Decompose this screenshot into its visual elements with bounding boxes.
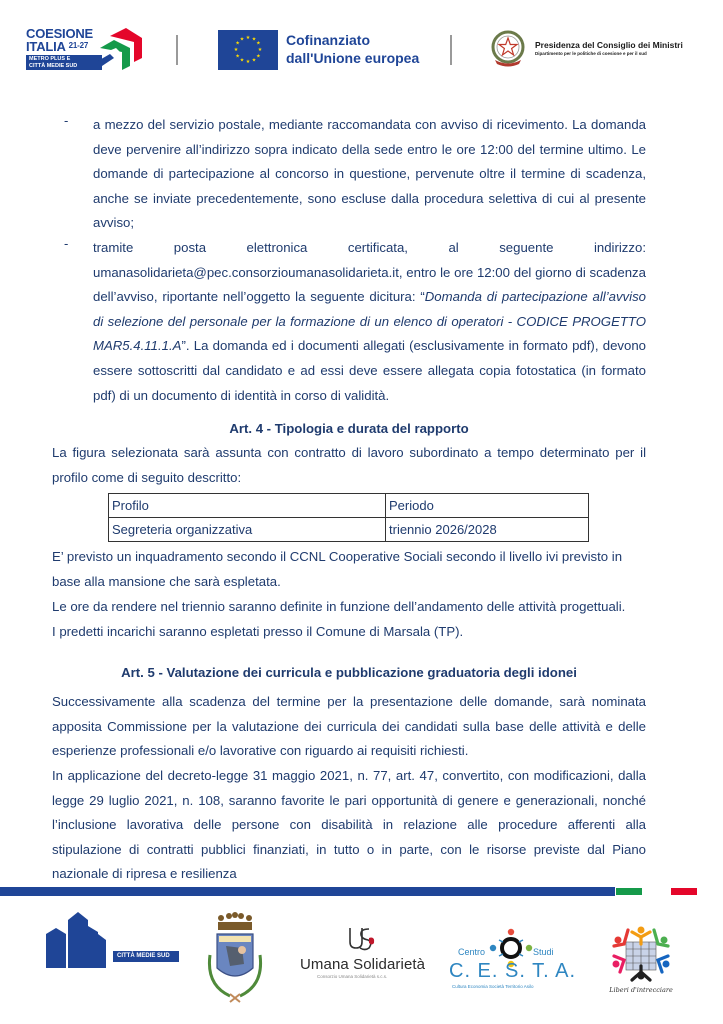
bullet-marker: -	[64, 236, 69, 251]
table-header-cell: Periodo	[386, 494, 589, 518]
svg-text:★: ★	[233, 47, 239, 53]
eu-text-line1: Cofinanziato	[286, 32, 370, 48]
bullet-pec-text-before: umanasolidarieta@pec.consorzioumanasolidarieta.it, entro le ore 12:00 del giorno di scadenza dell’avviso, riportante nell’oggetto la seguente dicitura: “	[93, 264, 646, 305]
art5-heading: Art. 5 - Valutazione dei curricula e pubblicazione graduatoria degli idonei	[121, 665, 577, 680]
coesione-logo-line2	[26, 40, 88, 53]
eu-stars-icon	[218, 30, 278, 70]
eu-cofinanced-text	[286, 31, 419, 67]
art4-ccnl-paragraph: E’ previsto un inquadramento secondo il CCNL Cooperative Sociali secondo il livello ivi previsto in base alla mansione che sarà espletata.	[52, 549, 623, 589]
bullet-pec-subject: Domanda di partecipazione all’avviso di selezione del personale per la formazione di un elenco di operatori - CODICE PROGETTO MAR5.4.11.1.A	[93, 289, 647, 354]
italian-republic-emblem-icon	[489, 29, 527, 69]
cesta-subtitle: Cultura Economia Società Territorio Asilo	[452, 984, 534, 989]
profile-table	[108, 493, 589, 542]
bullet-pec-text-after: ”. La domanda ed i documenti allegati (esclusivamente in formato pdf), devono essere sottoscritti dal candidato e ad essi deve essere allegata copia fotostatica (in formato pdf) di un documento di identità in corso di validità.	[93, 338, 646, 403]
coesione-logo-band	[26, 55, 102, 70]
svg-text:★: ★	[239, 36, 245, 43]
svg-text:★: ★	[235, 40, 240, 47]
svg-text:★: ★	[251, 57, 257, 64]
cesta-centro-label: Centro	[458, 947, 486, 957]
coesione-logo-years: 21-27	[68, 41, 89, 50]
bullet-postal-mail: a mezzo del servizio postale, mediante raccomandata con avviso di ricevimento. La domanda deve pervenire all’indirizzo sopra indicato della sede entro le ore 12:00 del termine ultimo. Le domande di partecipazione al concorso in questione, pervenute oltre il termine di scadenza, anche se inviate precedentemente, sono escluse dalla procedura selettiva di cui al presente avviso;	[93, 117, 646, 231]
svg-text:★: ★	[235, 53, 240, 60]
art4-location-paragraph: I predetti incarichi saranno espletati presso il Comune di Marsala (TP).	[52, 624, 464, 639]
umana-solidarieta-title: Umana Solidarietà	[300, 956, 426, 973]
liberi-caption: Liberi d'intrecciare	[609, 986, 673, 994]
bullet-pec-body	[93, 261, 646, 409]
art5-law-paragraph: In applicazione del decreto-legge 31 maggio 2021, n. 77, art. 47, convertito, con modificazioni, dalla legge 29 luglio 2021, n. 108, saranno favorite le pari opportunità di genere e generazionali, nonché l’inclusione lavorativa delle persone con disabilità in relazione alle procedure afferenti alla stipulazione di contratti pubblici finanziati, in tutto o in parte, con le risorse previste dal Piano nazionale di ripresa e resilienza	[52, 768, 646, 882]
tricolor-arrow-icon	[96, 28, 144, 72]
people-circle-grid-icon	[606, 924, 676, 996]
marsala-coat-of-arms-icon	[200, 910, 270, 1015]
svg-text:★: ★	[239, 57, 245, 64]
coesione-band-line1: METRO PLUS E	[29, 56, 71, 62]
coesione-band-line2: CITTÀ MEDIE SUD	[29, 62, 78, 69]
footer-bar-red	[671, 888, 697, 895]
citta-medie-sud-label: CITTÀ MEDIE SUD	[113, 951, 179, 962]
svg-text:★: ★	[251, 36, 257, 43]
table-header-row	[109, 494, 589, 518]
art4-intro: La figura selezionata sarà assunta con contratto di lavoro subordinato a tempo determinato per il profilo come di seguito descritto:	[52, 445, 646, 485]
svg-text:★: ★	[245, 59, 251, 65]
coesione-italia-logo	[26, 28, 141, 74]
svg-text:★: ★	[256, 40, 261, 47]
header-divider	[450, 35, 452, 65]
bullet-pec	[93, 236, 646, 408]
coesione-logo-italia: ITALIA	[26, 39, 66, 54]
eu-text-line2: dall'Unione europea	[286, 50, 420, 66]
coesione-logo-line1: COESIONE	[26, 26, 94, 41]
table-cell: Segreteria organizzativa	[109, 518, 386, 542]
footer-bar-blue	[0, 887, 615, 896]
art5-commission-paragraph: Successivamente alla scadenza del termine per la presentazione delle domande, sarà nominata apposita Commissione per la valutazione dei curricula dei candidati sulla base delle attività e delle esperienze professionali e/o lavorative con riguardo ai requisiti richiesti.	[52, 694, 646, 759]
footer-bar-green	[616, 888, 642, 895]
art4-heading: Art. 4 - Tipologia e durata del rapporto	[229, 421, 469, 436]
art4-hours-paragraph: Le ore da rendere nel triennio saranno definite in funzione dell’andamento delle attività progettuali.	[52, 599, 626, 614]
table-row	[109, 518, 589, 542]
bullet-marker: -	[64, 113, 69, 128]
eu-flag-icon	[218, 30, 278, 70]
bullet-pec-first-line: tramite posta elettronica certificata, al seguente indirizzo:	[93, 240, 646, 255]
header-divider	[176, 35, 178, 65]
table-cell: triennio 2026/2028	[386, 518, 589, 542]
svg-text:★: ★	[245, 35, 251, 41]
us-monogram-icon	[347, 926, 377, 952]
umana-solidarieta-subtitle: Consorzio Umana Solidarietà s.c.s.	[317, 974, 388, 979]
cesta-name: C. E. S. T. A.	[449, 960, 577, 982]
table-header-cell: Profilo	[109, 494, 386, 518]
presidenza-title: Presidenza del Consiglio dei Ministri	[535, 40, 683, 50]
svg-text:★: ★	[256, 53, 261, 60]
cesta-studi-label: Studi	[533, 947, 554, 957]
svg-text:★: ★	[257, 47, 263, 53]
presidenza-subtitle: Dipartimento per le politiche di coesione e per il sud	[535, 51, 647, 56]
